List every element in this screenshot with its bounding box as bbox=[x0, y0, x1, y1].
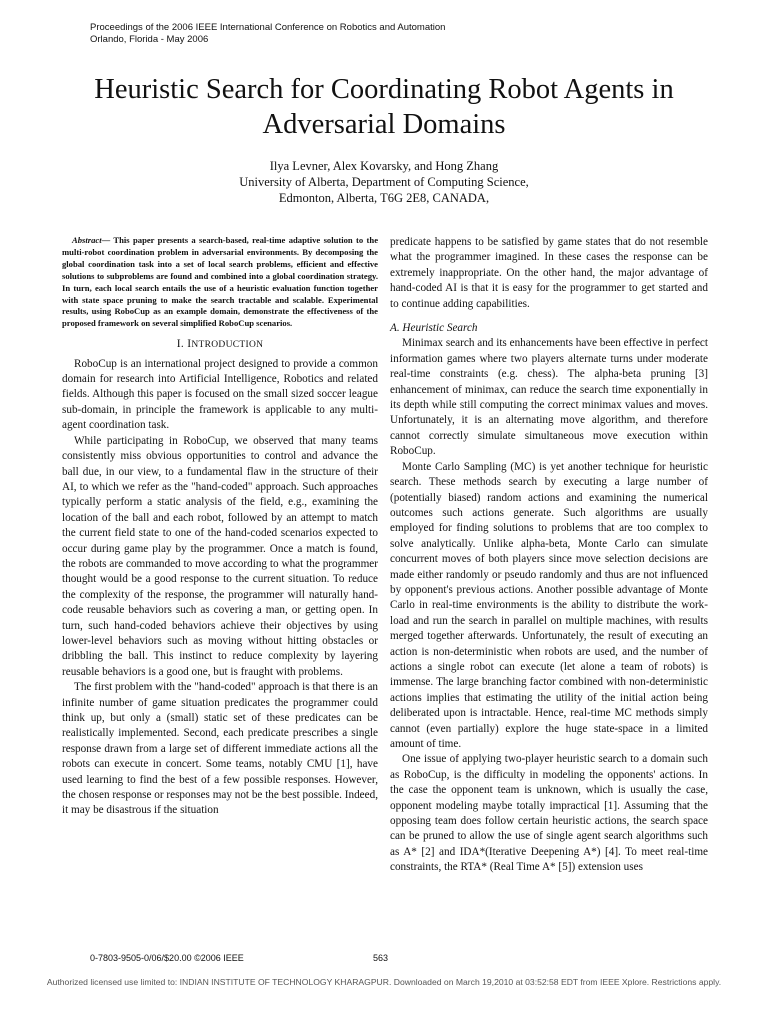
proceedings-line-2: Orlando, Florida - May 2006 bbox=[90, 34, 209, 45]
section-number: I. bbox=[176, 338, 185, 351]
abstract: Abstract— This paper presents a search-based, real-time adaptive solution to the multi-robot coordination problem in adversarial environments. By decomposing the global coordination task into a set of local search problems, efficient and effective solutions to subproblems are found and combined into a global coordination strategy. In turn, each local search entails the use of a heuristic evaluation function together with state space pruning to make the search tractable and scalable. Experimental results, using RoboCup as an example domain, demonstrate the effectiveness of the proposed framework on several simplified RoboCup scenarios. bbox=[62, 235, 379, 329]
intro-paragraph-4: predicate happens to be satisfied by game states that do not resemble what the programmer imagined. In these cases the response can be extremely inappropriate. On the other hand, the major advantage of hand-coded AI is that it is easy for the programmer to get started and to continue adding capabilities. bbox=[390, 236, 708, 310]
right-column bbox=[390, 235, 708, 876]
abstract-lead: Abstract bbox=[72, 235, 102, 245]
author-affiliation: University of Alberta, Department of Computing Science, bbox=[239, 175, 529, 189]
heuristic-paragraph-2: Monte Carlo Sampling (MC) is yet another technique for heuristic search. These methods search by executing a large number of (potentially biased) random actions and examining the numerical outcomes such actions generate. Such algorithms are usually employed for finding solutions to problems that are too complex to solve analytically. Unlike alpha-beta, Monte Carlo can simulate concurrent moves of both players since move selection decisions are made either randomly or pseudo randomly and thus are not influenced by opponent's previous actions. Another possible advantage of Monte Carlo in real-time environments is the ability to distribute the work-load and run the search in parallel on multiple machines, with results merged together afterwards. Unfortunately, the result of executing an action is non-deterministic when robots are used, and the number of actions a single robot can execute (let alone a team of robots) is immense. The large branching factor combined with non-deterministic actions implies that estimating the utility of the initial action being deliberated upon is intractable. Hence, real-time MC methods simply cannot (even partially) explore the huge state-space in a limited amount of time. bbox=[390, 460, 708, 750]
license-notice: Authorized licensed use limited to: INDIAN INSTITUTE OF TECHNOLOGY KHARAGPUR. Downloaded on March 19,2010 at 03:52:58 EDT from IEEE Xplore. Restrictions apply. bbox=[46, 977, 722, 987]
author-block bbox=[30, 158, 738, 206]
intro-paragraph-1: RoboCup is an international project designed to provide a common domain for research into Artificial Intelligence, Robotics and related fields. Although this paper is focused on the small sized soccer league sub-domain, in principle the framework is applicable to any multi-agent coordination task. bbox=[62, 357, 378, 432]
proceedings-line-1: Proceedings of the 2006 IEEE International Conference on Robotics and Automation bbox=[90, 22, 446, 33]
section-title-first: I bbox=[187, 338, 192, 351]
heuristic-paragraph-1: Minimax search and its enhancements have been effective in perfect information games where two players alternate turns under moderate real-time constraints (e.g. chess). The alpha-beta pruning [3] enhancement of minimax, can reduce the search time exponentially in its depth while still computing the correct minimax values and moves. Unfortunately, it is an alternating move algorithm, and therefore cannot correctly simulate simultaneous move execution within RoboCup. bbox=[390, 337, 708, 458]
left-column bbox=[62, 235, 378, 819]
section-heading-introduction bbox=[62, 337, 378, 353]
subsection-heading-heuristic-search: A. Heuristic Search bbox=[390, 322, 478, 335]
author-address: Edmonton, Alberta, T6G 2E8, CANADA, bbox=[278, 191, 490, 205]
intro-paragraph-2: While participating in RoboCup, we observed that many teams consistently miss obvious opportunities to control and advance the ball due, in our view, to a fundamental flaw in the structure of their AI, to which we refer as the "hand-coded" approach. Such approaches typically perform a static analysis of the field, e.g., examining the location of the ball and each robot, followed by an attempt to match the current field state to one of the hand-coded scenarios expected to occur during game play by the programmer. Once a match is found, the robots are commanded to move according to what the programmer thought would be a good response to the current situation. To reduce the complexity of the response, the programmer will naturally hand-code reusable behaviors such as covering a man, or getting open. In turn, such hand-coded behaviors achieve their objectives by using lower-level behaviors such as moving without hitting obstacles or dribbling the ball. This instinct to reduce complexity by layering reusable behaviors is a good one, but is fraught with problems. bbox=[62, 434, 378, 678]
abstract-text: This paper presents a search-based, real-time adaptive solution to the multi-robot coordination problem in adversarial environments. By decomposing the global coordination task into a set of local search problems, efficient and effective solutions to subproblems are found and combined into a global coordination strategy. In turn, each local search entails the use of a heuristic evaluation function together with state space pruning to make the search tractable and scalable. Experimental results, using RoboCup as an example domain, demonstrate the effectiveness of the proposed framework on several simplified RoboCup scenarios. bbox=[62, 235, 379, 329]
proceedings-header bbox=[90, 22, 445, 46]
heuristic-paragraph-3: One issue of applying two-player heuristic search to a domain such as RoboCup, is the difficulty in modeling the opponents' actions. In the case the opponent team is unknown, which is usually the case, opponent modeling maybe totally impractical [1]. Assuming that the opposing team does follow certain heuristic actions, the search space can be pruned to allow the use of single agent search algorithms such as A* [2] and IDA*(Iterative Deepening A*) [4]. To meet real-time constraints, the RTA* (Real Time A* [5]) extension uses bbox=[390, 753, 708, 874]
section-title-rest: NTRODUCTION bbox=[191, 340, 264, 351]
copyright-line: 0-7803-9505-0/06/$20.00 ©2006 IEEE bbox=[90, 953, 244, 963]
page-number: 563 bbox=[373, 953, 389, 963]
paper-title: Heuristic Search for Coordinating Robot Agents in Adversarial Domains bbox=[94, 74, 674, 140]
author-names: Ilya Levner, Alex Kovarsky, and Hong Zhang bbox=[269, 159, 499, 173]
intro-paragraph-3: The first problem with the "hand-coded" approach is that there is an infinite number of game situation predicates the programmer could think up, but only a (small) static set of these predicates can be realistically implemented. Second, each predicate prescribes a single response drawn from a large set of different immediate actions all the robots can execute in concert. Some teams, notably CMU [1], have used learning to find the best of a few possible responses. However, the chosen response or responses may not be the best possible. Indeed, it may be disastrous if the situation bbox=[62, 681, 378, 817]
